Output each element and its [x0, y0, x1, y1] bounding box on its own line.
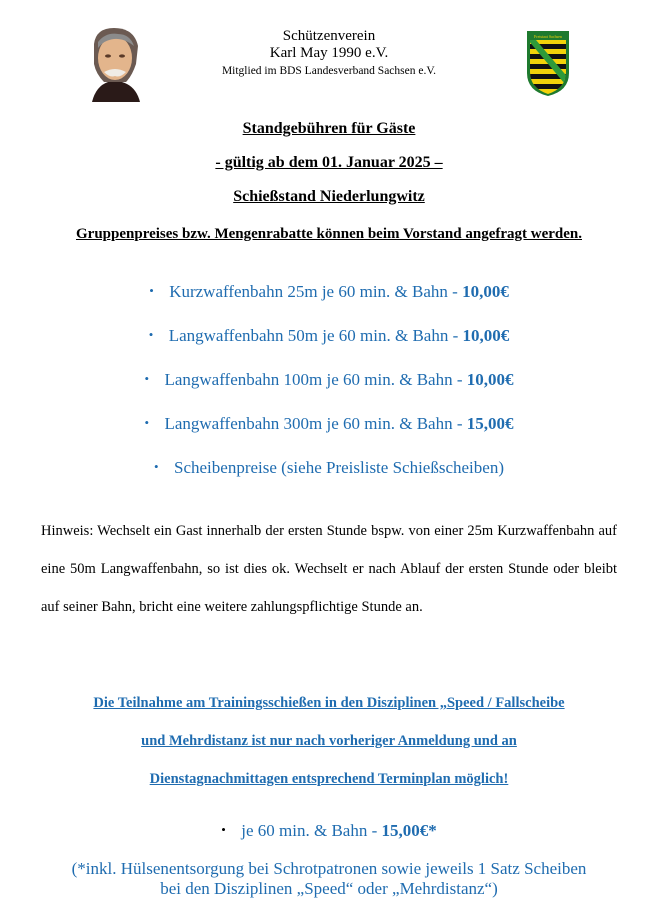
training-price-label: je 60 min. & Bahn -	[241, 821, 382, 840]
club-full-name: Karl May 1990 e.V.	[269, 45, 389, 61]
registration-line: und Mehrdistanz ist nur nach vorheriger Anmeldung und an	[141, 733, 517, 749]
footnote-line: (*inkl. Hülsenentsorgung bei Schrotpatronen sowie jeweils 1 Satz Scheiben	[71, 859, 587, 878]
price-item	[0, 413, 658, 434]
bullet-icon: •	[144, 415, 150, 430]
price-item-label: Langwaffenbahn 50m je 60 min. & Bahn -	[168, 326, 463, 345]
bullet-icon: •	[148, 327, 154, 342]
group-discount-notice: Gruppenpreises bzw. Mengenrabatte können beim Vorstand angefragt werden.	[76, 226, 582, 242]
price-item	[0, 457, 658, 478]
crest-image	[526, 30, 570, 96]
price-item-label: Scheibenpreise (siehe Preisliste Schießscheiben)	[174, 458, 504, 477]
saxony-crest-icon	[526, 30, 570, 96]
validity-date: - gültig ab dem 01. Januar 2025 –	[215, 154, 443, 171]
price-item	[0, 325, 658, 346]
registration-line: Dienstagnachmittagen entsprechend Terminplan möglich!	[149, 771, 509, 787]
training-price-item	[0, 820, 658, 841]
price-item-label: Kurzwaffenbahn 25m je 60 min. & Bahn -	[169, 282, 463, 301]
location-title: Schießstand Niederlungwitz	[233, 188, 425, 205]
price-item-value: 10,00€	[462, 326, 510, 345]
price-item	[0, 281, 658, 302]
price-item-value: 10,00€	[466, 370, 514, 389]
svg-text:Freistaat Sachsen: Freistaat Sachsen	[534, 34, 562, 39]
price-item	[0, 369, 658, 390]
bullet-icon: •	[154, 459, 159, 474]
footnote	[0, 859, 658, 899]
membership-line: Mitglied im BDS Landesverband Sachsen e.V.	[221, 65, 437, 77]
registration-notice	[0, 684, 658, 798]
price-item-label: Langwaffenbahn 100m je 60 min. & Bahn -	[164, 370, 467, 389]
footnote-line: bei den Disziplinen „Speed“ oder „Mehrdistanz“)	[160, 879, 498, 898]
hint-paragraph	[41, 512, 617, 626]
price-item-value: 10,00€	[462, 282, 509, 301]
bullet-icon: •	[221, 822, 226, 837]
price-item-value: 15,00€	[466, 414, 514, 433]
page-title: Standgebühren für Gäste	[242, 120, 416, 137]
hint-text: Hinweis: Wechselt ein Gast innerhalb der ersten Stunde bspw. von einer 25m Kurzwaffenbahn auf eine 50m Langwaffenbahn, so ist dies ok. Wechselt er nach Ablauf der ersten Stunde oder bleibt auf seiner Bahn, bricht eine weitere zahlungspflichtige Stunde an.	[41, 523, 617, 615]
price-item-label: Langwaffenbahn 300m je 60 min. & Bahn -	[164, 414, 467, 433]
club-name: Schützenverein	[282, 28, 376, 44]
registration-line: Die Teilnahme am Trainingsschießen in den Disziplinen „Speed / Fallscheibe	[93, 695, 565, 711]
training-price-value: 15,00€*	[381, 821, 437, 840]
bullet-icon: •	[149, 283, 154, 298]
bullet-icon: •	[144, 371, 150, 386]
